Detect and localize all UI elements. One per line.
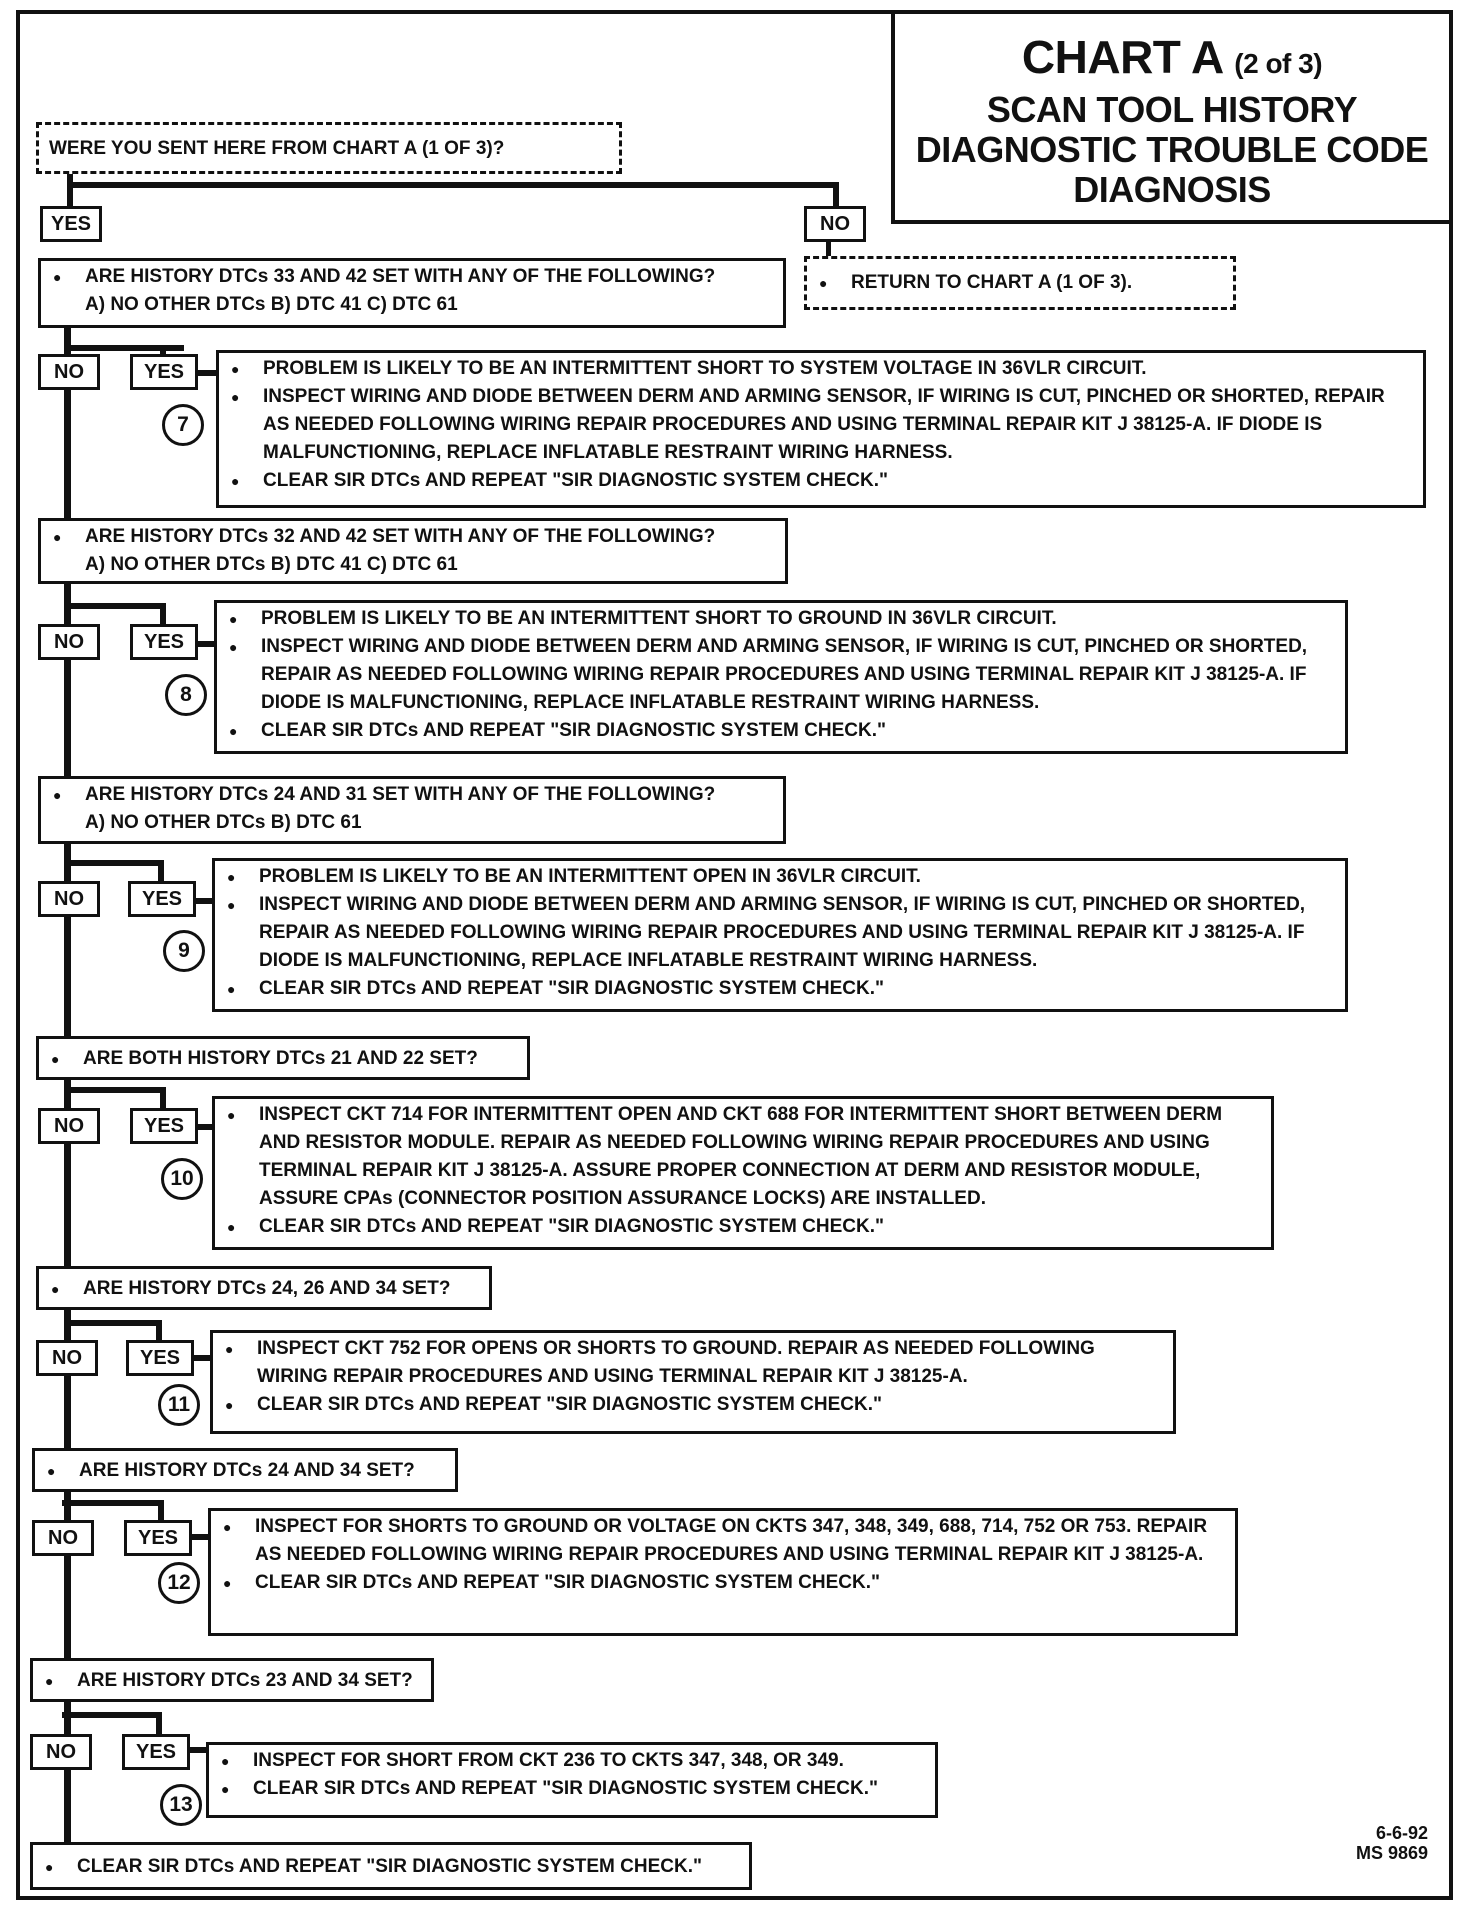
action-11-2: ● CLEAR SIR DTCs AND REPEAT "SIR DIAGNOSTIC SYSTEM CHECK.": [223, 1391, 1163, 1419]
action-10-2: ● CLEAR SIR DTCs AND REPEAT "SIR DIAGNOSTIC SYSTEM CHECK.": [225, 1213, 1261, 1241]
action-8-2: ● INSPECT WIRING AND DIODE BETWEEN DERM AND ARMING SENSOR, IF WIRING IS CUT, PINCHED OR SHORTED, REPAIR AS NEEDED FOLLOWING WIRING REPAIR PROCEDURES AND USING TERMINAL REPAIR KIT J 38125-A. IF DIODE IS MALFUNCTIONING, REPLACE INFLATABLE RESTRAINT WIRING HARNESS.: [227, 633, 1335, 717]
footer-stamp: [1336, 1823, 1428, 1863]
yes-to-action-7: [196, 370, 218, 376]
action-7-1: ● PROBLEM IS LIKELY TO BE AN INTERMITTENT SHORT TO SYSTEM VOLTAGE IN 36VLR CIRCUIT.: [229, 355, 1413, 383]
action-box-13: [206, 1742, 938, 1818]
action-box-10: [212, 1096, 1274, 1250]
question-text-7: ● ARE HISTORY DTCs 33 AND 42 SET WITH ANY OF THE FOLLOWING? A) NO OTHER DTCs B) DTC 41 C) DTC 61: [51, 263, 773, 319]
yes-label-10: YES: [130, 1108, 198, 1144]
yes-label-7: YES: [130, 354, 198, 390]
action-9-3: ● CLEAR SIR DTCs AND REPEAT "SIR DIAGNOSTIC SYSTEM CHECK.": [225, 975, 1335, 1003]
question-text-13: ● ARE HISTORY DTCs 23 AND 34 SET?: [43, 1663, 421, 1699]
chart-part: (2 of 3): [1234, 48, 1323, 79]
question-text-12: ● ARE HISTORY DTCs 24 AND 34 SET?: [45, 1453, 445, 1489]
action-13-2: ● CLEAR SIR DTCs AND REPEAT "SIR DIAGNOSTIC SYSTEM CHECK.": [219, 1775, 925, 1803]
step-number-10: 10: [161, 1158, 203, 1200]
step-number-9: 9: [163, 930, 205, 972]
yes-to-action-8: [196, 641, 216, 647]
return-action-text: ● RETURN TO CHART A (1 OF 3).: [817, 261, 1223, 305]
action-8-3: ● CLEAR SIR DTCs AND REPEAT "SIR DIAGNOSTIC SYSTEM CHECK.": [227, 717, 1335, 745]
no-label-13: NO: [30, 1734, 92, 1770]
no-label-9: NO: [38, 881, 100, 917]
action-box-7: [216, 350, 1426, 508]
question-box-10: [36, 1036, 530, 1080]
yes-drop-8: [160, 603, 166, 625]
yes-drop-10: [160, 1087, 166, 1109]
title-block: [891, 10, 1453, 224]
question-box-9: [38, 776, 786, 844]
action-10-1: ● INSPECT CKT 714 FOR INTERMITTENT OPEN AND CKT 688 FOR INTERMITTENT SHORT BETWEEN DERM AND RESISTOR MODULE. REPAIR AS NEEDED FOLLOWING WIRING REPAIR PROCEDURES AND USING TERMINAL REPAIR KIT J 38125-A. ASSURE PROPER CONNECTION AT DERM AND RESISTOR MODULE, ASSURE CPAs (CONNECTOR POSITION ASSURANCE LOCKS) ARE INSTALLED.: [225, 1101, 1261, 1213]
action-box-11: [210, 1330, 1176, 1434]
no-label-11: NO: [36, 1340, 98, 1376]
yes-connector-7: [64, 345, 184, 351]
action-7-3: ● CLEAR SIR DTCs AND REPEAT "SIR DIAGNOSTIC SYSTEM CHECK.": [229, 467, 1413, 495]
question-text-11: ● ARE HISTORY DTCs 24, 26 AND 34 SET?: [49, 1271, 479, 1307]
yes-connector-12: [62, 1500, 164, 1506]
step-number-12: 12: [158, 1562, 200, 1604]
action-box-9: [212, 858, 1348, 1012]
question-text-8: ● ARE HISTORY DTCs 32 AND 42 SET WITH ANY OF THE FOLLOWING? A) NO OTHER DTCs B) DTC 41 C) DTC 61: [51, 523, 775, 579]
yes-label-13: YES: [122, 1734, 190, 1770]
subtitle-line-3: DIAGNOSIS: [1073, 169, 1271, 210]
start-no-label: NO: [804, 206, 866, 242]
main-spine-top: [67, 172, 73, 208]
yes-connector-10: [64, 1087, 166, 1093]
step-number-8: 8: [165, 674, 207, 716]
yes-connector-11: [64, 1320, 162, 1326]
action-box-8: [214, 600, 1348, 754]
no-label-12: NO: [32, 1520, 94, 1556]
start-question: WERE YOU SENT HERE FROM CHART A (1 OF 3)?: [36, 122, 622, 174]
chart-name: CHART A: [1021, 31, 1222, 83]
subtitle-line-1: SCAN TOOL HISTORY: [986, 89, 1358, 130]
yes-drop-13: [156, 1712, 162, 1734]
no-label-10: NO: [38, 1108, 100, 1144]
step-number-11: 11: [158, 1384, 200, 1426]
subtitle-line-2: DIAGNOSTIC TROUBLE CODE: [915, 129, 1429, 170]
action-11-1: ● INSPECT CKT 752 FOR OPENS OR SHORTS TO GROUND. REPAIR AS NEEDED FOLLOWING WIRING REPAIR PROCEDURES AND USING TERMINAL REPAIR KIT J 38125-A.: [223, 1335, 1163, 1391]
yes-label-11: YES: [126, 1340, 194, 1376]
question-box-8: [38, 518, 788, 584]
yes-connector-9: [64, 860, 164, 866]
return-action-box: [804, 256, 1236, 310]
yes-drop-11: [156, 1320, 162, 1342]
yes-to-action-11: [192, 1355, 212, 1361]
start-yes-label: YES: [40, 206, 102, 242]
action-9-2: ● INSPECT WIRING AND DIODE BETWEEN DERM AND ARMING SENSOR, IF WIRING IS CUT, PINCHED OR SHORTED, REPAIR AS NEEDED FOLLOWING WIRING REPAIR PROCEDURES AND USING TERMINAL REPAIR KIT J 38125-A. IF DIODE IS MALFUNCTIONING, REPLACE INFLATABLE RESTRAINT WIRING HARNESS.: [225, 891, 1335, 975]
action-12-1: ● INSPECT FOR SHORTS TO GROUND OR VOLTAGE ON CKTS 347, 348, 349, 688, 714, 752 OR 753. REPAIR AS NEEDED FOLLOWING WIRING REPAIR PROCEDURES AND USING TERMINAL REPAIR KIT J 38125-A.: [221, 1513, 1225, 1569]
action-9-1: ● PROBLEM IS LIKELY TO BE AN INTERMITTENT OPEN IN 36VLR CIRCUIT.: [225, 863, 1335, 891]
yes-drop-12: [158, 1500, 164, 1522]
no-label-8: NO: [38, 624, 100, 660]
footer-code: MS 9869: [1355, 1843, 1428, 1863]
action-13-1: ● INSPECT FOR SHORT FROM CKT 236 TO CKTS 347, 348, OR 349.: [219, 1747, 925, 1775]
final-action-text: ● CLEAR SIR DTCs AND REPEAT "SIR DIAGNOSTIC SYSTEM CHECK.": [43, 1847, 739, 1887]
action-box-12: [208, 1508, 1238, 1636]
chart-subtitle: [895, 90, 1449, 210]
no-label-7: NO: [38, 354, 100, 390]
step-number-13: 13: [160, 1784, 202, 1826]
chart-title: [895, 30, 1449, 84]
question-box-12: [32, 1448, 458, 1492]
yes-to-action-9: [194, 898, 214, 904]
question-box-13: [30, 1658, 434, 1702]
yes-connector-13: [62, 1712, 162, 1718]
action-12-2: ● CLEAR SIR DTCs AND REPEAT "SIR DIAGNOSTIC SYSTEM CHECK.": [221, 1569, 1225, 1597]
start-branch-line: [67, 182, 839, 188]
yes-label-9: YES: [128, 881, 196, 917]
question-text-10: ● ARE BOTH HISTORY DTCs 21 AND 22 SET?: [49, 1041, 517, 1077]
yes-label-8: YES: [130, 624, 198, 660]
yes-label-12: YES: [124, 1520, 192, 1556]
question-box-7: [38, 258, 786, 328]
question-box-11: [36, 1266, 492, 1310]
yes-connector-8: [64, 603, 166, 609]
question-text-9: ● ARE HISTORY DTCs 24 AND 31 SET WITH ANY OF THE FOLLOWING? A) NO OTHER DTCs B) DTC 61: [51, 781, 773, 837]
final-action-box: [30, 1842, 752, 1890]
action-8-1: ● PROBLEM IS LIKELY TO BE AN INTERMITTENT SHORT TO GROUND IN 36VLR CIRCUIT.: [227, 605, 1335, 633]
footer-date: 6-6-92: [1375, 1823, 1428, 1843]
step-number-7: 7: [162, 404, 204, 446]
yes-drop-9: [158, 860, 164, 882]
action-7-2: ● INSPECT WIRING AND DIODE BETWEEN DERM AND ARMING SENSOR, IF WIRING IS CUT, PINCHED OR SHORTED, REPAIR AS NEEDED FOLLOWING WIRING REPAIR PROCEDURES AND USING TERMINAL REPAIR KIT J 38125-A. IF DIODE IS MALFUNCTIONING, REPLACE INFLATABLE RESTRAINT WIRING HARNESS.: [229, 383, 1413, 467]
